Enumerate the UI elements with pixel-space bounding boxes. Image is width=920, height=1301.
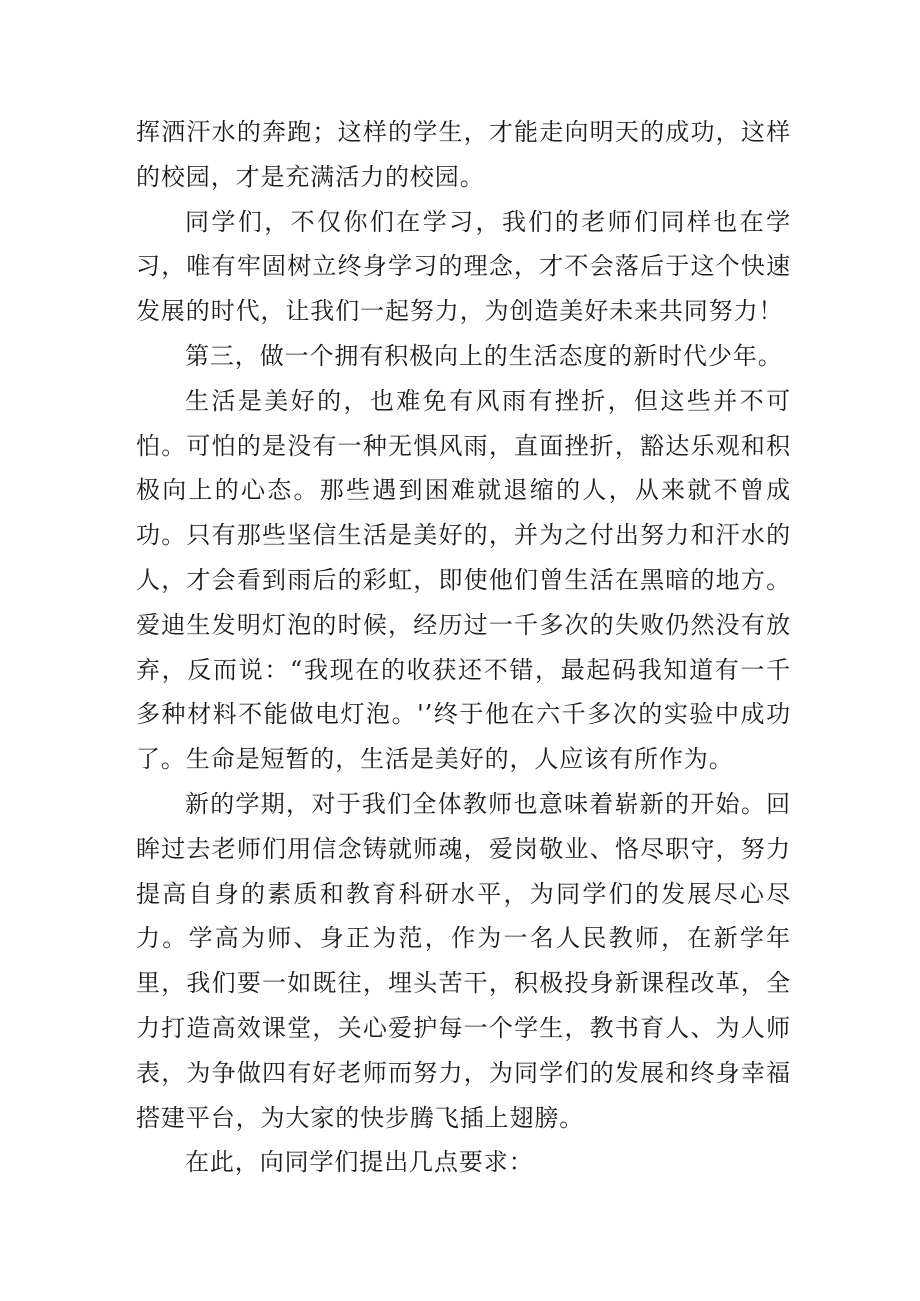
document-body <box>136 110 791 1185</box>
paragraph-4: 生活是美好的，也难免有风雨有挫折，但这些并不可怕。可怕的是没有一种无惧风雨，直面挫折，豁达乐观和积极向上的心态。那些遇到困难就退缩的人，从来就不曾成功。只有那些坚信生活是美好的，并为之付出努力和汗水的人，才会看到雨后的彩虹，即使他们曾生活在黑暗的地方。爱迪生发明灯泡的时候，经历过一千多次的失败仍然没有放弃，反而说：“我现在的收获还不错，最起码我知道有一千多种材料不能做电灯泡。'’终于他在六千多次的实验中成功了。生命是短暂的，生活是美好的，人应该有所作为。 <box>136 386 791 774</box>
paragraph-1: 挥洒汗水的奔跑；这样的学生，才能走向明天的成功，这样的校园，才是充满活力的校园。 <box>136 118 791 191</box>
paragraph-2: 同学们，不仅你们在学习，我们的老师们同样也在学习，唯有牢固树立终身学习的理念，才不会落后于这个快速发展的时代，让我们一起努力，为创造美好未来共同努力！ <box>136 207 791 326</box>
paragraph-5: 新的学期，对于我们全体教师也意味着崭新的开始。回眸过去老师们用信念铸就师魂，爱岗敬业、恪尽职守，努力提高自身的素质和教育科研水平，为同学们的发展尽心尽力。学高为师、身正为范，作为一名人民教师，在新学年里，我们要一如既往，埋头苦干，积极投身新课程改革，全力打造高效课堂，关心爱护每一个学生，教书育人、为人师表，为争做四有好老师而努力，为同学们的发展和终身幸福搭建平台，为大家的快步腾飞插上翅膀。 <box>136 789 791 1132</box>
paragraph-6: 在此，向同学们提出几点要求： <box>185 1148 534 1177</box>
paragraph-3-heading: 第三，做一个拥有积极向上的生活态度的新时代少年。 <box>185 341 783 370</box>
